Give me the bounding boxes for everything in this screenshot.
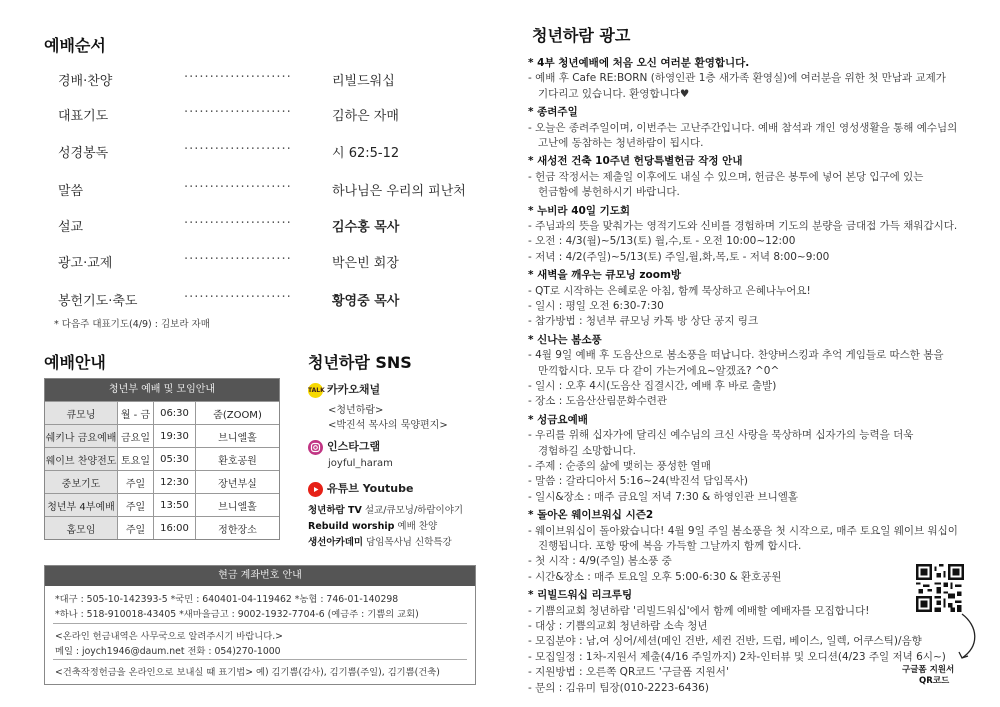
table-row: [45, 424, 279, 447]
ad-line: - 첫 시작 : 4/9(주일) 봄소풍 중: [528, 555, 672, 568]
ads-title: 청년하람 광고: [532, 26, 631, 45]
order-row: [58, 252, 478, 274]
table-cell: 12:30: [153, 471, 195, 493]
table-cell: 05:30: [153, 448, 195, 470]
ad-line: 기다리고 있습니다. 환영합니다♥: [538, 87, 690, 100]
ad-line: - 시간&장소 : 매주 토요일 오후 5:00-6:30 & 환호공원: [528, 570, 782, 583]
dot-leader: ·····················: [184, 142, 292, 157]
sns-title: 청년하람 SNS: [308, 353, 412, 372]
table-cell: 홈모임: [45, 517, 117, 539]
ad-line: 고난에 동참하는 청년하람이 됩시다.: [538, 137, 704, 149]
ad-line: - 오전 : 4/3(월)~5/13(토) 월,수,토 - 오전 10:00~12:00: [528, 235, 796, 248]
youtube[interactable]: [308, 480, 413, 497]
table-row: [45, 493, 279, 516]
ad-heading: * 리빌드워십 리크루팅: [528, 589, 633, 602]
table-row: [45, 516, 279, 539]
schedule-table: [44, 378, 280, 540]
instagram-label: 인스타그램: [327, 440, 381, 453]
instagram-icon: [308, 440, 323, 455]
ad-line: - 일시&장소 : 매주 금요일 저녁 7:30 & 하영인관 브니엘홀: [528, 490, 799, 503]
youtube-channel-2: [308, 518, 437, 532]
order-row: [58, 70, 478, 92]
qr-code-icon[interactable]: [916, 564, 964, 612]
ad-line: 헌금함에 봉헌하시기 바랍니다.: [538, 186, 680, 199]
dot-leader: ·····················: [184, 105, 292, 120]
table-cell: 주일: [117, 471, 153, 493]
order-item-person: 황영중 목사: [332, 294, 400, 309]
table-cell: 장년부실: [195, 471, 279, 493]
ad-line: - 주님과의 뜻을 맞춰가는 영적기도와 신비를 경험하며 기도의 분량을 금대접 가득 채워갑시다.: [528, 220, 958, 232]
kakao-label: 카카오채널: [327, 383, 381, 396]
youtube-channel-1: [308, 502, 463, 516]
table-cell: 중보기도: [45, 471, 117, 493]
bank-line-3: <온라인 헌금내역은 사무국으로 알려주시기 바랍니다.>: [55, 631, 283, 642]
order-item-person: 김수홍 목사: [332, 220, 400, 235]
ad-line: - 기쁨의교회 청년하람 '리빌드워십'에서 함께 예배할 예배자를 모집합니다!: [528, 604, 870, 617]
ad-line: - 예배 후 Cafe RE:BORN (하영인관 1층 새가족 환영실)에 여러분을 위한 첫 만남과 교제가: [528, 72, 946, 85]
ad-heading: * 4부 청년예배에 처음 오신 여러분 환영합니다.: [528, 57, 750, 69]
kakao-channel[interactable]: [308, 381, 380, 398]
youtube-channel-3: [308, 534, 452, 548]
table-cell: 쉐키나 금요예배: [45, 425, 117, 447]
info-title: 예배안내: [44, 353, 106, 372]
table-cell: 브니엘홀: [195, 425, 279, 447]
ad-line: - 지원방법 : 오른쪽 QR코드 '구글폼 지원서': [528, 666, 729, 679]
order-row: [58, 142, 478, 164]
table-cell: 환호공원: [195, 448, 279, 470]
table-row: [45, 447, 279, 470]
ad-line: - 대상 : 기쁨의교회 청년하람 소속 청년: [528, 620, 708, 632]
ad-line: - QT로 시작하는 은혜로운 아침, 함께 묵상하고 은혜나누어요!: [528, 284, 811, 297]
ad-line: - 모집분야 : 남,여 싱어/세션(메인 건반, 세컨 건반, 드럼, 베이스, 일렉, 어쿠스틱)/음향: [528, 635, 922, 648]
order-item-person: 리빌드워십: [332, 74, 395, 89]
order-title: 예배순서: [44, 36, 106, 55]
order-item-label: 봉헌기도·축도: [58, 294, 138, 309]
schedule-table-title: 청년부 예배 및 모임안내: [45, 379, 279, 401]
order-item-label: 광고·교제: [58, 256, 113, 271]
order-item-person: 시 62:5-12: [332, 146, 400, 161]
table-cell: 줌(ZOOM): [195, 402, 279, 424]
table-row: [45, 470, 279, 493]
order-item-person: 박은빈 회장: [332, 256, 399, 271]
order-row: [58, 180, 478, 202]
ad-heading: * 성금요예배: [528, 413, 588, 426]
order-row: [58, 216, 478, 238]
order-item-person: 김하은 자매: [332, 109, 399, 124]
table-cell: 주일: [117, 494, 153, 516]
dot-leader: ·····················: [184, 290, 292, 305]
table-cell: 웨이브 찬양전도: [45, 448, 117, 470]
ad-line: - 일시 : 오후 4시(도음산 집결시간, 예배 후 바로 출발): [528, 380, 777, 392]
ad-line: - 4월 9일 예배 후 도음산으로 봄소풍을 떠납니다. 찬양버스킹과 추억 게임들로 따스한 봄을: [528, 349, 944, 362]
ad-line: - 우리를 위해 십자가에 달리신 예수님의 크신 사랑을 묵상하며 십자가의 능력을 더욱: [528, 429, 914, 442]
kakao-icon: TALK: [308, 383, 323, 398]
order-item-label: 경배·찬양: [58, 74, 113, 89]
dot-leader: ·····················: [184, 216, 292, 231]
order-note: * 다음주 대표기도(4/9) : 김보라 자매: [54, 319, 210, 330]
ad-line: - 문의 : 김유미 팀장(010-2223-6436): [528, 681, 709, 694]
order-item-label: 말씀: [58, 184, 84, 199]
ad-line: - 참가방법 : 청년부 큐모닝 카톡 방 상단 공지 링크: [528, 315, 759, 328]
curved-arrow-icon: [956, 612, 986, 662]
kakao-sub1: <청년하람>: [328, 405, 384, 416]
ad-line: 경험하길 소망합니다.: [538, 444, 636, 457]
table-cell: 월 - 금: [117, 402, 153, 424]
dot-leader: ·····················: [184, 70, 292, 85]
order-item-label: 설교: [58, 220, 84, 235]
divider: [53, 659, 467, 660]
ad-heading: * 신나는 봄소풍: [528, 333, 602, 346]
ad-line: 만끽합시다. 모두 다 같이 가는거에요~알겠죠? ^0^: [538, 364, 780, 377]
channel-2-desc: 예배 찬양: [394, 521, 438, 532]
table-cell: 브니엘홀: [195, 494, 279, 516]
channel-1-name: 청년하람 TV: [308, 505, 362, 516]
table-cell: 청년부 4부예배: [45, 494, 117, 516]
table-cell: 13:50: [153, 494, 195, 516]
order-item-label: 대표기도: [58, 109, 109, 124]
bank-title: 현금 계좌번호 안내: [45, 566, 475, 586]
table-cell: 16:00: [153, 517, 195, 539]
order-row: [58, 290, 478, 312]
channel-1-desc: 설교/큐모닝/하람이야기: [361, 505, 464, 516]
ad-line: - 웨이브워십이 돌아왔습니다! 4월 9일 주일 봄소풍을 첫 시작으로, 매주 토요일 웨이브 워십이: [528, 524, 958, 537]
divider: [53, 623, 467, 624]
table-cell: 주일: [117, 517, 153, 539]
dot-leader: ·····················: [184, 252, 292, 267]
ad-heading: * 새벽을 깨우는 큐모닝 zoom방: [528, 269, 682, 282]
youtube-label: 유튜브 Youtube: [327, 482, 414, 495]
bank-line-1: *대구 : 505-10-142393-5 *국민 : 640401-04-119462 *농협 : 746-01-140298: [55, 594, 399, 605]
table-cell: 19:30: [153, 425, 195, 447]
table-cell: 금요일: [117, 425, 153, 447]
ad-line: - 주제 : 순종의 삶에 맺히는 풍성한 열매: [528, 460, 711, 472]
table-cell: 정한장소: [195, 517, 279, 539]
channel-3-desc: 담임목사님 신학특강: [363, 537, 452, 548]
bank-line-4: 메일 : joych1946@daum.net 전화 : 054)270-1000: [55, 646, 281, 657]
instagram-handle: joyful_haram: [328, 458, 393, 469]
table-row: [45, 401, 279, 424]
channel-3-name: 생선아카데미: [308, 537, 364, 548]
bank-line-5: <건축작정헌금을 온라인으로 보내실 때 표기법> 예) 김기쁨(감사), 김기쁨(주일), 김기쁨(건축): [55, 667, 440, 678]
qr-caption-2: QR코드: [919, 676, 950, 686]
channel-2-name: Rebuild worship: [308, 521, 395, 532]
table-cell: 토요일: [117, 448, 153, 470]
order-item-label: 성경봉독: [58, 146, 109, 161]
bank-account-box: [44, 565, 476, 685]
bank-line-2: *하나 : 518-910018-43405 *새마을금고 : 9002-1932-7704-6 (예금주 : 기쁨의 교회): [55, 609, 419, 620]
instagram[interactable]: [308, 438, 380, 455]
qr-caption: 구글폼 지원서: [902, 665, 955, 675]
kakao-sub2: <박진석 목사의 묵양편지>: [328, 420, 448, 431]
ad-line: - 오늘은 종려주일이며, 이번주는 고난주간입니다. 예배 참석과 개인 영성생활을 통해 예수님의: [528, 121, 958, 134]
dot-leader: ·····················: [184, 180, 292, 195]
order-item-person: 하나님은 우리의 피난처: [332, 184, 466, 199]
ad-heading: * 종려주일: [528, 106, 578, 119]
ad-line: - 모집일정 : 1차-지원서 제출(4/16 주일까지) 2차-인터뷰 및 오디션(4/23 주일 저녁 6시~): [528, 650, 946, 663]
youtube-icon: [308, 482, 323, 497]
ad-line: - 장소 : 도음산산림문화수련관: [528, 395, 668, 408]
order-row: [58, 105, 478, 127]
table-cell: 큐모닝: [45, 402, 117, 424]
table-cell: 06:30: [153, 402, 195, 424]
ad-line: - 저녁 : 4/2(주일)~5/13(토) 주일,월,화,목,토 - 저녁 8:00~9:00: [528, 250, 830, 263]
ad-heading: * 돌아온 웨이브워십 시즌2: [528, 509, 654, 522]
ad-line: - 헌금 작정서는 제출일 이후에도 내실 수 있으며, 헌금은 봉투에 넣어 본당 입구에 있는: [528, 170, 924, 183]
ad-heading: * 새성전 건축 10주년 헌당특별헌금 작정 안내: [528, 155, 743, 168]
ad-heading: * 누비라 40일 기도회: [528, 204, 631, 217]
ad-line: 진행됩니다. 포항 땅에 복음 가득할 그날까지 함께 합시다.: [538, 540, 802, 552]
ad-line: - 말씀 : 갈라디아서 5:16~24(박진석 담임목사): [528, 475, 748, 488]
ad-line: - 일시 : 평일 오전 6:30-7:30: [528, 300, 664, 312]
